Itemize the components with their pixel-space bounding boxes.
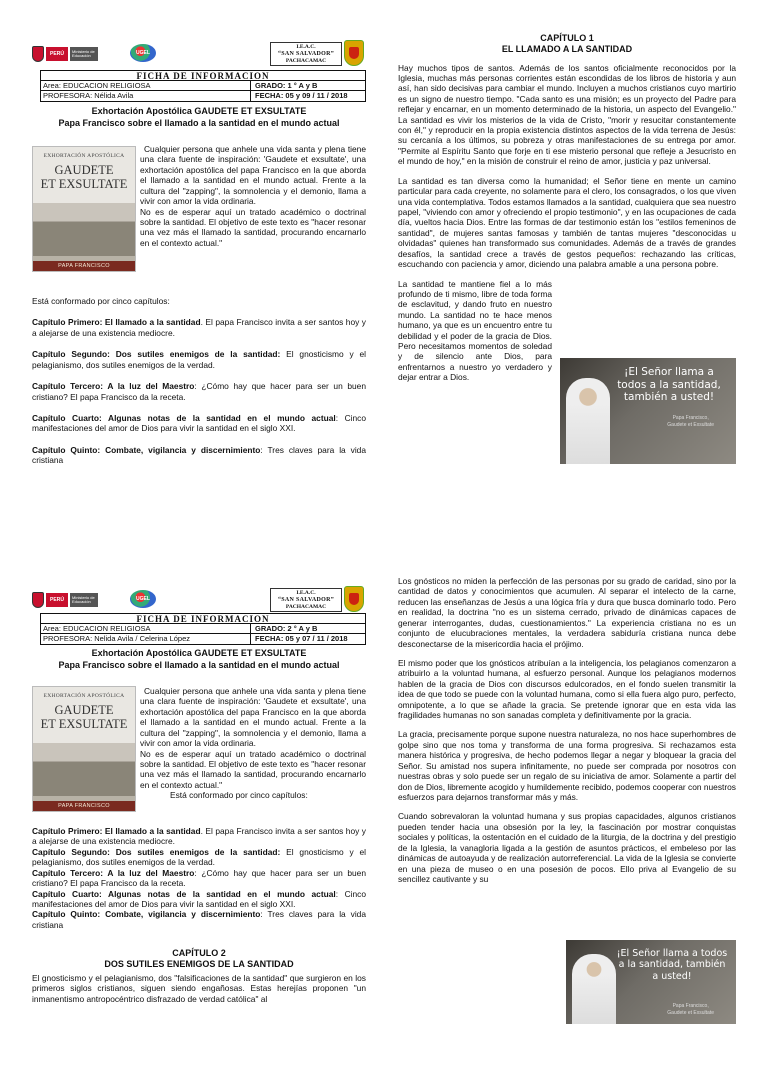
capitulos-list [32,826,366,1004]
capitulo-item [32,413,366,434]
capitulo-item [32,868,366,889]
capitulo2-paragraph-r1: Los gnósticos no miden la perfección de las personas por su grado de caridad, sino por la cantidad de datos y conocimientos que acumulen. Al separar el intelecto de la carne, reducen las enseñanzas de Jesús a una lógica fría y dura que busca dominarlo todo. Pero en realidad, la doctrina "no es un sistema cerrado, privado de dinámicas capaces de generar interrogantes, dudas, cuestionamientos." La experiencia cristiana no es un conjunto de elucubraciones mentales, la verdadera sabiduría cristiana nunca debe desconectarse de la misericordia hacia el prójimo. [398,576,736,649]
peru-shield-icon [32,592,44,608]
book-author: PAPA FRANCISCO [33,801,135,811]
book-author: PAPA FRANCISCO [33,261,135,271]
page-2 [0,572,768,1084]
capitulo-text: . El papa Francisco invita a ser santos hoy y a alejarse de una existencia mediocre. [32,317,366,338]
school-crest-icon [344,40,364,66]
ficha-grado: GRADO: 1 ° A y B [255,81,318,90]
school-name-box [270,42,342,66]
ficha-row-area [41,81,365,91]
capitulo1-title1: CAPÍTULO 1 [540,33,594,43]
capitulos-list [32,296,366,477]
capitulo-item [32,847,366,868]
header-logos [32,586,366,616]
book-subtitle: EXHORTACIÓN APOSTÓLICA [43,153,125,159]
capitulo-item [32,445,366,466]
capitulo1-heading [398,33,736,56]
capitulo2-paragraph-r4-text: Cuando sobrevaloran la voluntad humana y sus propias capacidades, algunos cristianos pueden tender hacia una obsesión por la ley, la fascinación por mostrar conquistas sociales y políticas, la ostentación en el cuidado de la liturgia, de la doctrina y del prestigio de la Iglesia, la vanagloria ligada a la gestión de asuntos prácticos, el embeleso por las dinámicas de autoayuda y de realización autorreferencial. La vida de la Iglesia se convierte en una pieza de museo o en una posesión de pocos. Ello priva al Evangelio de su sencillez cautivante y su [398,811,736,884]
capitulo-text: : Cinco manifestaciones del amor de Dios para vivir la santidad en el siglo XXI. [32,888,366,909]
exhortacion-title [32,648,366,671]
capitulo-label: Capítulo Tercero: A la luz del Maestro [32,381,195,392]
ie-line1: I.E.A.C. [296,590,316,596]
capitulo1-paragraph-2: La santidad es tan diversa como la humanidad; el Señor tiene en mente un camino particular para cada creyente, no solamente para el clero, los consagrados, o los que viven una vida contemplativa. Todos estamos llamados a la santidad, cualquiera que sea nuestro papel, "viviendo con amor y ofreciendo el propio testimonio", y en las ocupaciones de cada día, vueltos hacia Dios. Entre las formas de dar testimonio están los "estilos femeninos de santidad", de mujeres santas famosas y también de tantas mujeres "desconocidas u olvidadas" quienes han transformado sus comunidades. Además de a través de grandes desafíos, la santidad crece a través de gestos pequeños: rechazando las críticas, escuchando con paciencia y amor, diciendo una palabra amable a una persona pobre. [398,175,736,270]
capitulo2-paragraph-r3: La gracia, precisamente porque supone nuestra naturaleza, no nos hace superhombres de golpe sino que nos toma y transforma de una forma progresiva. Si rechazamos esta manera histórica y progresiva, de hecho podemos llegar a negar y bloquear la gracia del Señor. Su amistad nos supera infinitamente, no puede ser comprada por nosotros con nuestras obras y solo puede ser un regalo de su iniciativa de amor. Solamente a partir del don de Dios, libremente acogido y humildemente recibido, podemos cooperar con nuestros esfuerzos para dejarnos transformar más y más. [398,729,736,803]
ugel-logo: UGEL [130,44,156,62]
capitulo2-title2: DOS SUTILES ENEMIGOS DE LA SANTIDAD [104,959,294,970]
intro-paragraph-1: Cualquier persona que anhele una vida santa y plena tiene una clara fuente de inspiración: 'Gaudete et exsultate', una exhortación apostólica del papa Francisco en la que aborda el llamado a la santidad en el mundo actual. Frente a la cultura del "zapping", la somnolencia y el demonio, llama a vivir con amor la vida ordinaria. [140,144,366,207]
capitulo-text: El gnosticismo y el pelagianismo, dos sutiles enemigos de la verdad. [32,349,367,370]
ficha-row-profesora [41,91,365,101]
capitulo-item [32,826,366,847]
capitulo-label: Capítulo Segundo: Dos sutiles enemigos de la santidad: [32,846,281,857]
ficha-profesora: PROFESORA: Nélida Avila [41,91,251,101]
pope-caption-1: Papa Francisco, [672,1003,709,1009]
book-title-2: ET EXSULTATE [40,177,128,192]
ministerio-label: Ministerio de Educación [70,593,98,607]
capitulo-item [32,317,366,338]
capitulo2-paragraph-r4 [398,811,736,884]
capitulo-text: : Tres claves para la vida cristiana [32,909,366,930]
pope-caption-1: Papa Francisco, [672,415,709,421]
exhortacion-line1: Exhortación Apostólica GAUDETE ET EXSULTATE [91,648,307,658]
capitulo1-title2: EL LLAMADO A LA SANTIDAD [501,44,633,55]
header-logos [32,40,366,70]
capitulo2-title1: CAPÍTULO 2 [172,948,226,959]
book-subtitle: EXHORTACIÓN APOSTÓLICA [43,693,125,699]
capitulo-label: Capítulo Quinto: Combate, vigilancia y discernimiento [32,909,261,920]
capitulo-text: : Cinco manifestaciones del amor de Dios para vivir la santidad en el siglo XXI. [32,412,366,434]
exhortacion-line1: Exhortación Apostólica GAUDETE ET EXSULTATE [91,106,307,116]
ficha-area: Area: EDUCACION RELIGIOSA [41,624,251,633]
capitulo-item [32,381,366,402]
ficha-profesora: PROFESORA: Nelida Avila / Celerina López [41,634,251,644]
peru-shield-icon [32,46,44,62]
pope-quote-image [560,358,736,464]
capitulo2-paragraph-r2: El mismo poder que los gnósticos atribuían a la inteligencia, los pelagianos comenzaron a atribuirlo a la voluntad humana, al esfuerzo personal. Aunque los pelagianos modernos hablen de la gracia de Dios con discursos edulcorados, en el fondo suelen transmitir la idea de que todo se puede con la voluntad humana, como si ella fuera algo puro, perfecto, omnipotente, a lo que se añade la gracia. Se pretende ignorar que en esta vida las fragilidades humanas no son sanadas completa y definitivamente por la gracia. [398,657,736,721]
exhortacion-line2: Papa Francisco sobre el llamado a la santidad en el mundo actual [58,659,340,670]
ficha-table [40,70,366,102]
ie-line3: PACHACAMAC [285,603,327,610]
ministerio-label: Ministerio de Educación [70,47,98,61]
ficha-fecha: FECHA: 05 y 09 / 11 / 2018 [255,91,348,100]
capitulo1-section [398,33,736,392]
conformado-text: Está conformado por cinco capítulos: [32,296,170,306]
ministerio-logo [32,590,122,610]
capitulo-label: Capítulo Primero: El llamado a la santidad [32,317,201,328]
ficha-title: FICHA DE INFORMACION [41,71,365,81]
book-title-2: ET EXSULTATE [40,717,128,732]
ficha-area: Area: EDUCACION RELIGIOSA [41,81,251,90]
capitulo-label: Capítulo Primero: El llamado a la santidad [32,826,201,836]
capitulo-item [32,889,366,910]
pope-quote: ¡El Señor llama a todos a la santidad, también a usted! [617,366,721,404]
pope-caption [667,415,714,428]
intro-paragraph-1: Cualquier persona que anhele una vida santa y plena tiene una clara fuente de inspiración: 'Gaudete et exsultate', una exhortación apostólica del papa Francisco en la que aborda el llamado a la santidad en el mundo actual. Frente a la cultura del "zapping", la somnolencia y el demonio, llama a vivir con amor la vida ordinaria. [140,686,366,749]
ie-line2: “SAN SALVADOR” [277,50,335,57]
pope-quote: ¡El Señor llama a todos a la santidad, también a usted! [616,948,728,982]
peru-label: PERÚ [46,47,68,61]
intro-text [140,144,366,248]
ficha-table [40,613,366,645]
capitulo-label: Capítulo Cuarto: Algunas notas de la santidad en el mundo actual [32,412,336,423]
ugel-logo: UGEL [130,590,156,608]
capitulo-text: : Tres claves para la vida cristiana [32,444,366,466]
capitulo-text: : ¿Cómo hay que hacer para ser un buen cristiano? El papa Francisco da la receta. [32,867,366,889]
book-cover-image [32,146,136,272]
peru-label: PERÚ [46,593,68,607]
book-title-1: GAUDETE [54,162,114,177]
ficha-row-profesora [41,634,365,644]
capitulo-label: Capítulo Segundo: Dos sutiles enemigos de la santidad: [32,349,281,360]
pope-quote-image [566,940,736,1024]
exhortacion-line2: Papa Francisco sobre el llamado a la santidad en el mundo actual [58,117,340,128]
ficha-row-area [41,624,365,634]
capitulo-text: : ¿Cómo hay que hacer para ser un buen cristiano? El papa Francisco da la receta. [32,381,366,402]
school-name-box [270,588,342,612]
ie-line1: I.E.A.C. [296,44,316,50]
capitulo-label: Capítulo Quinto: Combate, vigilancia y discernimiento [32,444,261,455]
capitulo2-heading [32,948,366,971]
ministerio-logo [32,44,122,64]
capitulo-item [32,349,366,370]
exhortacion-title [32,106,366,129]
capitulo1-paragraph-1: Hay muchos tipos de santos. Además de los santos oficialmente reconocidos por la Iglesia, muchas más personas corrientes están escondidas de los libros de historia y aun así, han sido decisivas para cambiar el mundo. Incluyen a muchos cristianos cuyo martirio es un signo de nuestro tiempo. "Cada santo es una misión; es un proyecto del Padre para reflejar y encarnar, en un momento determinado de la historia, un aspecto del Evangelio." La santidad es vivir los misterios de la vida de Cristo, "morir y resucitar constantemente con él," y reproducir en la propia existencia distintos aspectos de la vida terrena de Jesús: su cercanía a los últimos, su pobreza y otras manifestaciones de su entrega por amor. "Permite al Espíritu Santo que forje en ti ese misterio personal que refleje a Jesucristo en el mundo de hoy," en la misión de construir el reino de amor, justicia y paz universal. [398,62,736,167]
ie-line2: “SAN SALVADOR” [277,596,335,603]
page-1 [0,0,768,512]
school-crest-icon [344,586,364,612]
pope-figure [572,954,616,1024]
capitulo-item [32,909,366,930]
ficha-fecha: FECHA: 05 y 07 / 11 / 2018 [255,634,348,643]
ficha-grado: GRADO: 2 ° A y B [255,624,318,633]
capitulo2-paragraph-1: El gnosticismo y el pelagianismo, dos "falsificaciones de la santidad" que surgieron en los primeros siglos cristianos, siguen siendo engañosas. Estas herejías proponen "un inmanentismo antropocéntrico disfrazado de verdad católica" al [32,972,366,1004]
capitulo2-continued [398,576,736,884]
pope-caption-2: Gaudete et Exsultate [667,1009,714,1016]
capitulo1-paragraph-3: La santidad te mantiene fiel a lo más profundo de ti mismo, libre de toda forma de esclavitud, y dando fruto en nuestro mundo. La santidad no te hace menos humano, ya que es un encuentro entre tu debilidad y el poder de la gracia de Dios. Pero necesitamos momentos de soledad y de silencio ante Dios, para enfrentarnos a nuestro yo verdadero y dejar entrar a Dios. [398,278,552,383]
ie-line3: PACHACAMAC [285,57,327,64]
book-cover-image [32,686,136,812]
intro-paragraph-2: No es de esperar aquí un tratado académico o doctrinal sobre la santidad. El objetivo de este texto es "hacer resonar una vez más el llamado la santidad, procurando encarnarlo en el contexto actual." [140,748,366,790]
intro-text [140,686,366,801]
pope-caption [667,1003,714,1016]
capitulo-text: El gnosticismo y el pelagianismo, dos sutiles enemigos de la verdad. [32,846,367,868]
conformado-text: Está conformado por cinco capítulos: [170,790,308,801]
capitulo-label: Capítulo Cuarto: Algunas notas de la santidad en el mundo actual [32,888,336,899]
pope-figure [566,378,610,464]
intro-paragraph-2: No es de esperar aquí un tratado académico o doctrinal sobre la santidad. El objetivo de este texto es "hacer resonar una vez más el llamado la santidad, procurando encarnarlo en el contexto actual." [140,206,366,248]
ficha-title: FICHA DE INFORMACION [41,614,365,624]
capitulo-label: Capítulo Tercero: A la luz del Maestro [32,867,195,878]
pope-caption-2: Gaudete et Exsultate [667,421,714,428]
book-title-1: GAUDETE [54,702,114,717]
capitulo-text: . El papa Francisco invita a ser santos hoy y a alejarse de una existencia mediocre. [32,826,366,847]
